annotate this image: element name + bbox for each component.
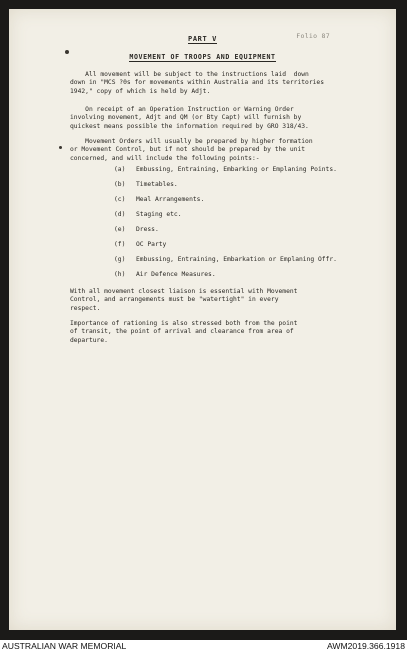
list-item-label: (g) [114,256,126,263]
list-item [114,271,216,279]
part-heading-text: PART V [188,35,217,43]
punch-hole-mark [65,50,69,54]
list-item-text: Embussing, Entraining, Embarking or Emplaning Points. [136,166,337,173]
list-item-label: (d) [114,211,126,218]
paragraph-liaison: With all movement closest liaison is essential with Movement Control, and arrangements must be "watertight" in every respect. [70,288,298,312]
section-title [9,53,396,61]
accession-number: AWM2019.366.1918 [326,641,405,651]
list-item-text: Embussing, Entraining, Embarkation or Emplaning Offr. [136,256,337,263]
punch-hole-mark [59,146,62,149]
list-item [114,241,166,249]
list-item-label: (a) [114,166,126,173]
list-item-label: (b) [114,181,126,188]
section-title-text: MOVEMENT OF TROOPS AND EQUIPMENT [129,53,276,61]
paragraph-movement-orders: Movement Orders will usually be prepared by higher formation or Movement Control, but if not should be prepared by the unit concerned, and will include the following points:- [70,138,313,162]
list-item [114,181,178,189]
list-item [114,226,159,234]
list-item-label: (h) [114,271,126,278]
paragraph-operation-instruction: On receipt of an Operation Instruction or Warning Order involving movement, Adjt and QM (or Bty Capt) will furnish by quickest means possible the information required by GRO 318/43. [70,106,309,130]
list-item-text: Meal Arrangements. [136,196,205,203]
folio-number: Folio 87 [296,32,330,40]
list-item-text: Timetables. [136,181,178,188]
list-item-label: (f) [114,241,126,248]
list-item-text: OC Party [136,241,167,248]
archive-footer [0,640,407,653]
paragraph-movement-instructions: All movement will be subject to the instructions laid down down in "MCS ?0s for movements within Australia and its territories 1942," copy of which is held by Adjt. [70,71,325,95]
list-item [114,211,182,219]
list-item-text: Staging etc. [136,211,182,218]
list-item [114,256,337,264]
list-item [114,166,337,174]
part-heading [9,35,396,43]
list-item-text: Air Defence Measures. [136,271,216,278]
list-item-label: (e) [114,226,126,233]
document-page [9,9,396,630]
list-item-text: Dress. [136,226,159,233]
institution-name: AUSTRALIAN WAR MEMORIAL [2,641,127,651]
list-item-label: (c) [114,196,126,203]
list-item [114,196,204,204]
paragraph-rationing: Importance of rationing is also stressed both from the point of transit, the point of arrival and clearance from area of departure. [70,320,298,344]
